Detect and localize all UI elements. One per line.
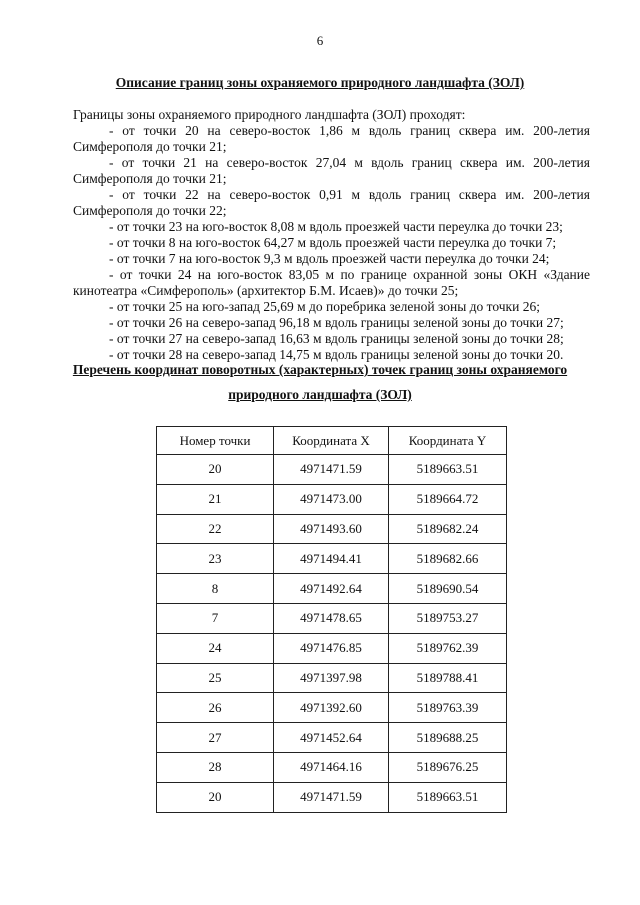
point-number: 27 — [157, 723, 274, 753]
coordinate-y: 5189688.25 — [389, 723, 507, 753]
boundary-item: - от точки 22 на северо-восток 0,91 м вдоль границ сквера им. 200-летия Симферополя до точки 22; — [73, 187, 590, 218]
table-row — [157, 782, 507, 812]
section-title-boundaries: Описание границ зоны охраняемого природного ландшафта (ЗОЛ) — [115, 75, 525, 90]
point-number: 22 — [157, 514, 274, 544]
point-number: 20 — [157, 455, 274, 485]
coordinates-table — [156, 426, 507, 813]
point-number: 23 — [157, 544, 274, 574]
boundary-item: - от точки 24 на юго-восток 83,05 м по границе охранной зоны ОКН «Здание кинотеатра «Симферополь» (архитектор Б.М. Исаев)» до точки 25; — [73, 267, 590, 298]
section-title-coordinates-line2: природного ландшафта (ЗОЛ) — [228, 387, 412, 402]
point-number: 24 — [157, 633, 274, 663]
boundary-item: - от точки 8 на юго-восток 64,27 м вдоль проезжей части переулка до точки 7; — [109, 235, 557, 250]
point-number: 20 — [157, 782, 274, 812]
boundary-item: - от точки 7 на юго-восток 9,3 м вдоль проезжей части переулка до точки 24; — [109, 251, 550, 266]
coordinate-x: 4971476.85 — [274, 633, 389, 663]
table-row — [157, 663, 507, 693]
coordinate-x: 4971471.59 — [274, 782, 389, 812]
page-number: 6 — [316, 33, 324, 48]
coordinate-y: 5189762.39 — [389, 633, 507, 663]
boundary-item: - от точки 26 на северо-запад 96,18 м вдоль границы зеленой зоны до точки 27; — [109, 315, 564, 330]
table-row — [157, 752, 507, 782]
coordinate-x: 4971392.60 — [274, 693, 389, 723]
coordinate-y: 5189682.24 — [389, 514, 507, 544]
point-number: 8 — [157, 574, 274, 604]
table-row — [157, 514, 507, 544]
section-title-coordinates-line1: Перечень координат поворотных (характерных) точек границ зоны охраняемого — [72, 362, 568, 377]
boundary-description — [73, 107, 590, 363]
coordinate-y: 5189682.66 — [389, 544, 507, 574]
point-number: 25 — [157, 663, 274, 693]
table-row — [157, 455, 507, 485]
coordinate-x: 4971478.65 — [274, 603, 389, 633]
table-row — [157, 544, 507, 574]
point-number: 28 — [157, 752, 274, 782]
table-row — [157, 633, 507, 663]
point-number: 7 — [157, 603, 274, 633]
coordinate-y: 5189663.51 — [389, 455, 507, 485]
coordinate-y: 5189763.39 — [389, 693, 507, 723]
table-row — [157, 723, 507, 753]
coordinate-y: 5189788.41 — [389, 663, 507, 693]
table-row — [157, 693, 507, 723]
header-point-number: Номер точки — [157, 427, 274, 455]
coordinate-y: 5189664.72 — [389, 484, 507, 514]
table-row — [157, 603, 507, 633]
table-header-row — [157, 427, 507, 455]
coordinate-x: 4971397.98 — [274, 663, 389, 693]
boundary-item: - от точки 23 на юго-восток 8,08 м вдоль проезжей части переулка до точки 23; — [109, 219, 563, 234]
header-coordinate-x: Координата X — [274, 427, 389, 455]
boundary-intro: Границы зоны охраняемого природного ландшафта (ЗОЛ) проходят: — [73, 107, 466, 122]
coordinate-y: 5189663.51 — [389, 782, 507, 812]
boundary-item: - от точки 25 на юго-запад 25,69 м до поребрика зеленой зоны до точки 26; — [109, 299, 540, 314]
boundary-item: - от точки 27 на северо-запад 16,63 м вдоль границы зеленой зоны до точки 28; — [109, 331, 564, 346]
coordinate-y: 5189676.25 — [389, 752, 507, 782]
coordinate-x: 4971464.16 — [274, 752, 389, 782]
coordinate-x: 4971492.64 — [274, 574, 389, 604]
table-row — [157, 574, 507, 604]
point-number: 21 — [157, 484, 274, 514]
coordinate-y: 5189690.54 — [389, 574, 507, 604]
header-coordinate-y: Координата Y — [389, 427, 507, 455]
point-number: 26 — [157, 693, 274, 723]
boundary-item: - от точки 20 на северо-восток 1,86 м вдоль границ сквера им. 200-летия Симферополя до точки 21; — [73, 123, 590, 154]
table-row — [157, 484, 507, 514]
coordinate-x: 4971493.60 — [274, 514, 389, 544]
boundary-item: - от точки 28 на северо-запад 14,75 м вдоль границы зеленой зоны до точки 20. — [109, 347, 564, 362]
coordinate-x: 4971471.59 — [274, 455, 389, 485]
coordinate-y: 5189753.27 — [389, 603, 507, 633]
coordinate-x: 4971473.00 — [274, 484, 389, 514]
coordinate-x: 4971452.64 — [274, 723, 389, 753]
boundary-item: - от точки 21 на северо-восток 27,04 м вдоль границ сквера им. 200-летия Симферополя до точки 21; — [73, 155, 590, 186]
coordinate-x: 4971494.41 — [274, 544, 389, 574]
